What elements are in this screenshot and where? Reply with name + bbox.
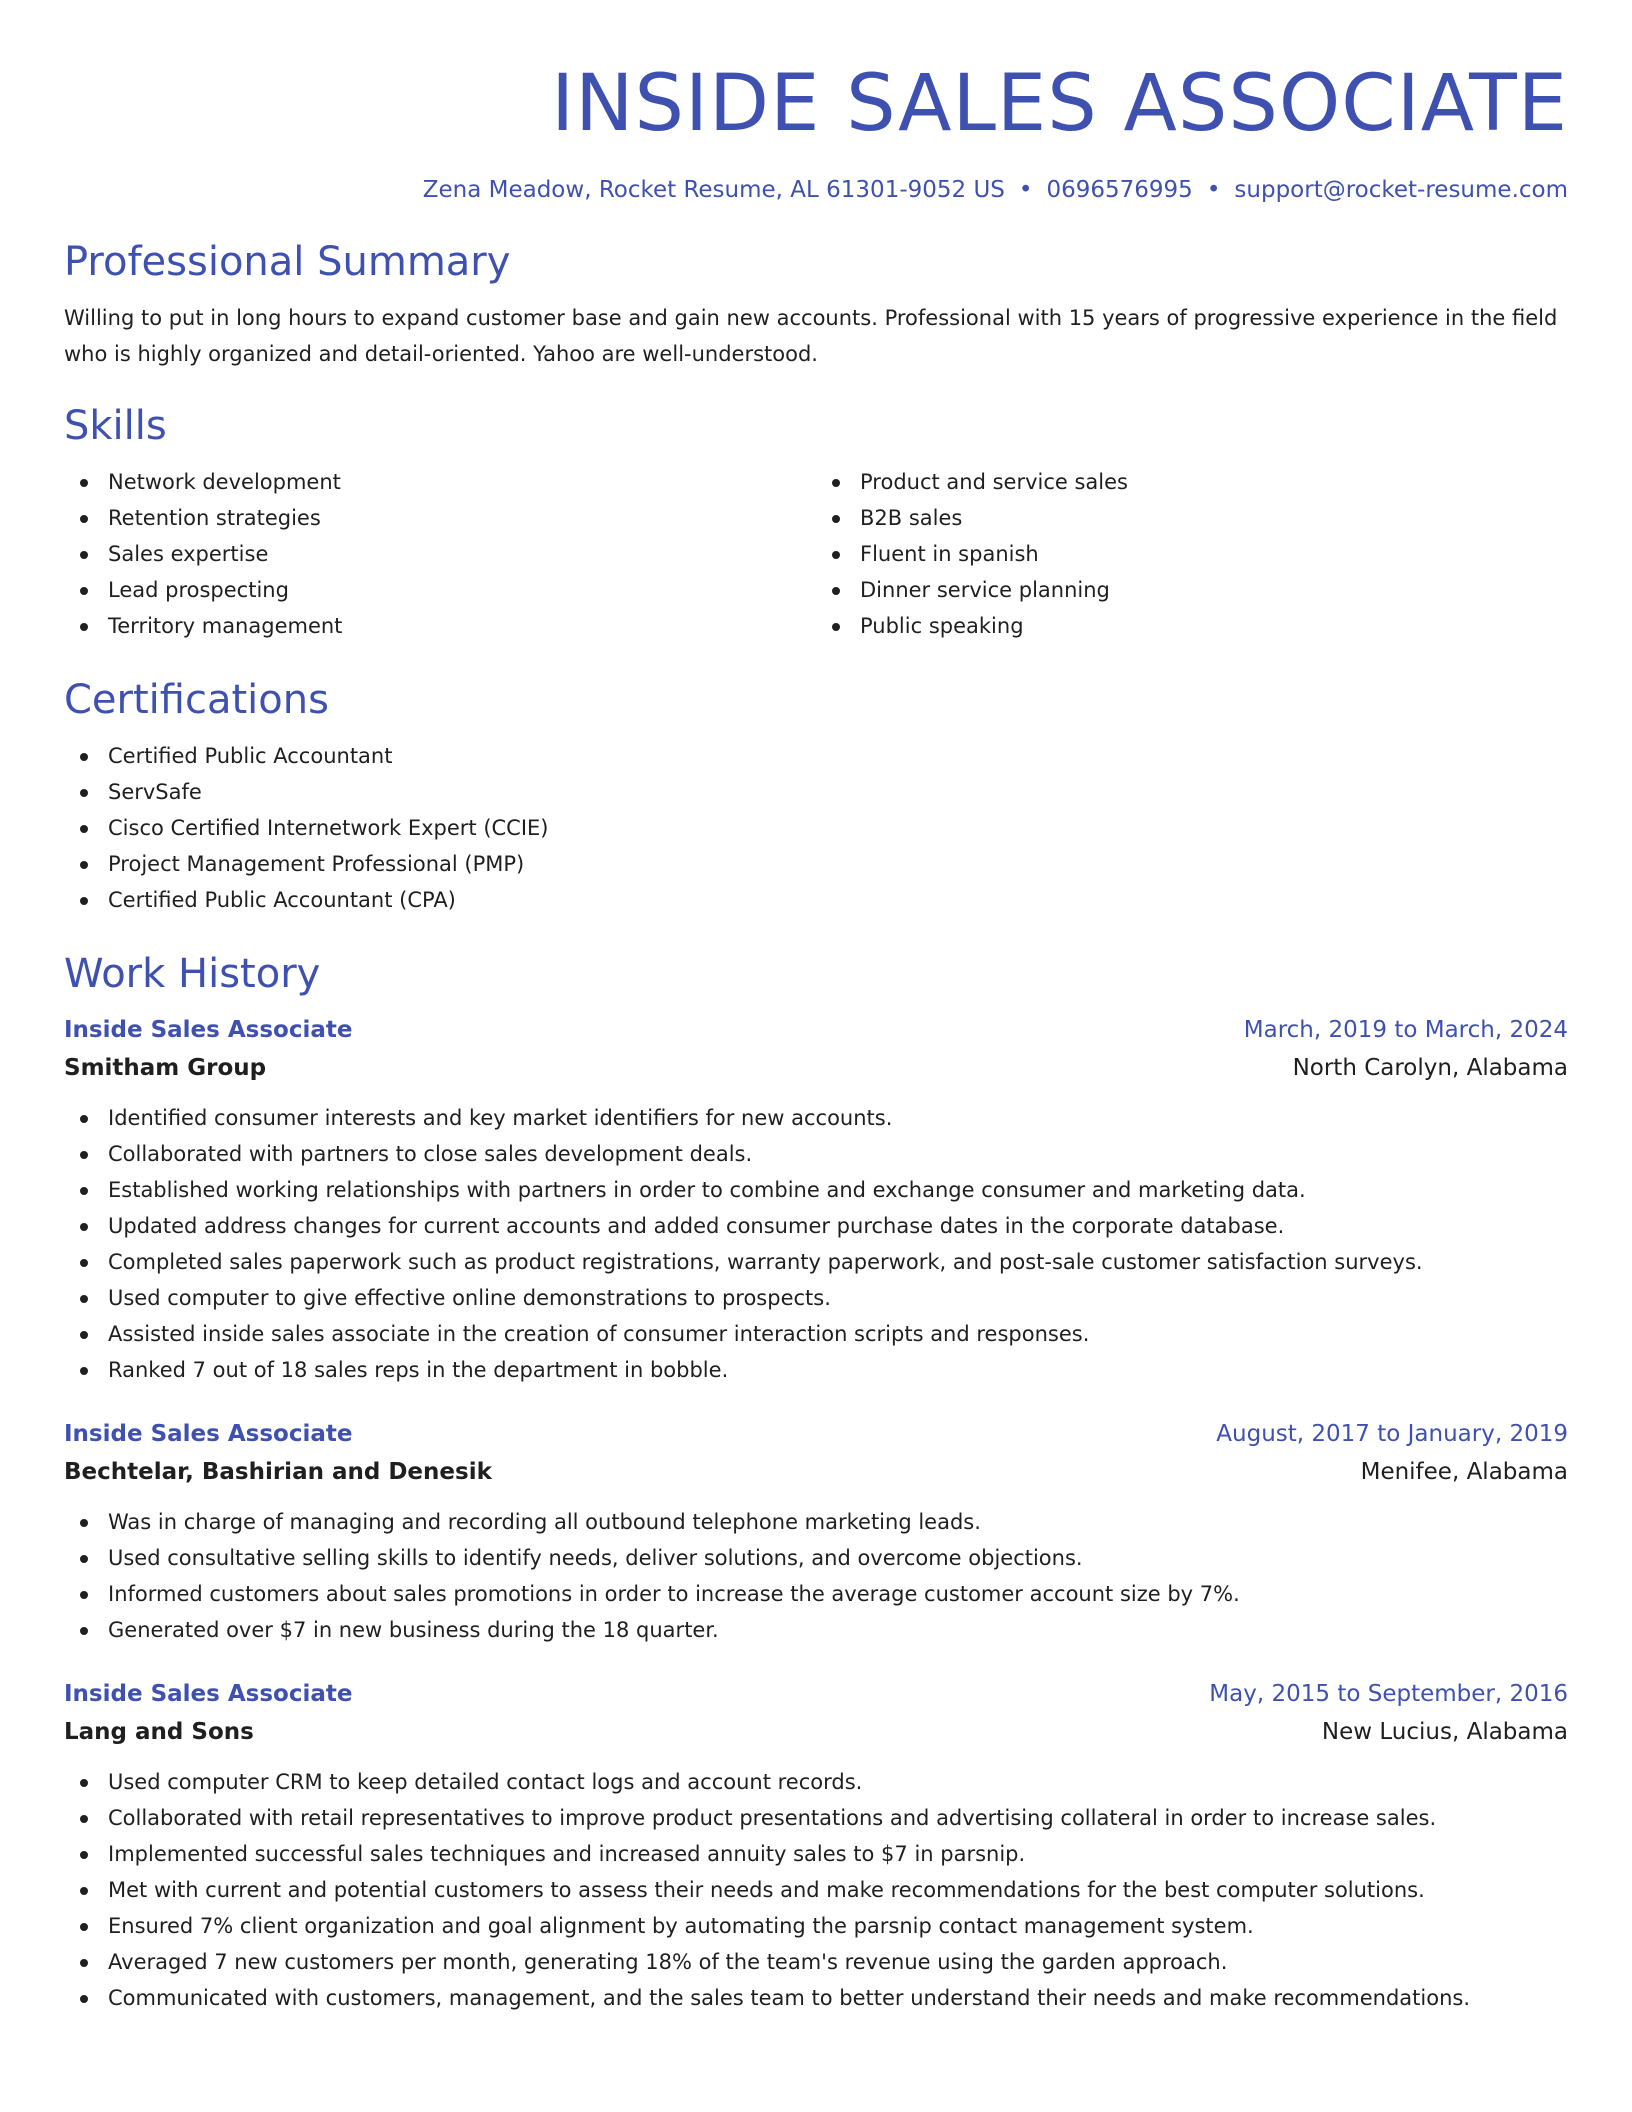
skills-list-left — [64, 464, 816, 644]
skill-item: Public speaking — [860, 608, 1568, 644]
skills-list-right — [816, 464, 1568, 644]
job-location: Menifee, Alabama — [1360, 1459, 1568, 1485]
certifications-list — [64, 738, 1568, 918]
job-company: Smitham Group — [64, 1055, 267, 1081]
work-history-heading: Work History — [64, 951, 321, 997]
skill-item: B2B sales — [860, 500, 1568, 536]
skill-item: Product and service sales — [860, 464, 1568, 500]
job-entry — [64, 1416, 1568, 1648]
certification-item: Project Management Professional (PMP) — [108, 846, 1568, 882]
job-bullet: Implemented successful sales techniques and increased annuity sales to $7 in parsnip. — [108, 1836, 1568, 1872]
summary-text: Willing to put in long hours to expand customer base and gain new accounts. Professional with 15 years of progressive experience in the field who is highly organized and detail-oriented. Yahoo are well-understood. — [64, 306, 1558, 366]
resume-name: INSIDE SALES ASSOCIATE — [551, 59, 1568, 149]
skills-heading: Skills — [64, 403, 167, 449]
job-bullet: Updated address changes for current accounts and added consumer purchase dates in the corporate database. — [108, 1208, 1568, 1244]
job-title: Inside Sales Associate — [64, 1421, 353, 1447]
job-bullet: Used consultative selling skills to identify needs, deliver solutions, and overcome objections. — [108, 1540, 1568, 1576]
contact-email[interactable]: support@rocket-resume.com — [1234, 177, 1568, 203]
job-bullet: Established working relationships with partners in order to combine and exchange consumer and marketing data. — [108, 1172, 1568, 1208]
job-title: Inside Sales Associate — [64, 1017, 353, 1043]
job-bullets — [64, 1764, 1568, 2016]
certification-item: Cisco Certified Internetwork Expert (CCIE) — [108, 810, 1568, 846]
skill-item: Sales expertise — [108, 536, 816, 572]
resume-page — [64, 0, 1568, 2016]
job-location: North Carolyn, Alabama — [1292, 1055, 1568, 1081]
job-bullet: Generated over $7 in new business during the 18 quarter. — [108, 1612, 1568, 1648]
job-dates: May, 2015 to September, 2016 — [1209, 1681, 1568, 1707]
job-entry — [64, 1012, 1568, 1388]
job-company-row — [64, 1048, 1568, 1088]
job-bullets — [64, 1100, 1568, 1388]
job-bullet: Collaborated with retail representatives to improve product presentations and advertising collateral in order to increase sales. — [108, 1800, 1568, 1836]
job-dates: March, 2019 to March, 2024 — [1243, 1017, 1568, 1043]
job-bullet: Averaged 7 new customers per month, generating 18% of the team's revenue using the garden approach. — [108, 1944, 1568, 1980]
job-company: Lang and Sons — [64, 1719, 254, 1745]
skill-item: Lead prospecting — [108, 572, 816, 608]
job-bullet: Assisted inside sales associate in the creation of consumer interaction scripts and responses. — [108, 1316, 1568, 1352]
job-title: Inside Sales Associate — [64, 1681, 353, 1707]
contact-address: Zena Meadow, Rocket Resume, AL 61301-9052 US — [422, 177, 1005, 203]
job-bullet: Used computer CRM to keep detailed contact logs and account records. — [108, 1764, 1568, 1800]
job-entry — [64, 1676, 1568, 2016]
skill-item: Retention strategies — [108, 500, 816, 536]
skill-item: Territory management — [108, 608, 816, 644]
skill-item: Dinner service planning — [860, 572, 1568, 608]
contact-line — [64, 174, 1568, 206]
job-bullet: Collaborated with partners to close sales development deals. — [108, 1136, 1568, 1172]
certification-item: Certified Public Accountant — [108, 738, 1568, 774]
job-company-row — [64, 1452, 1568, 1492]
skill-item: Fluent in spanish — [860, 536, 1568, 572]
certification-item: ServSafe — [108, 774, 1568, 810]
job-bullet: Identified consumer interests and key market identifiers for new accounts. — [108, 1100, 1568, 1136]
job-header-row — [64, 1676, 1568, 1712]
job-header-row — [64, 1416, 1568, 1452]
certification-item: Certified Public Accountant (CPA) — [108, 882, 1568, 918]
job-bullet: Was in charge of managing and recording all outbound telephone marketing leads. — [108, 1504, 1568, 1540]
skill-item: Network development — [108, 464, 816, 500]
job-bullet: Completed sales paperwork such as product registrations, warranty paperwork, and post-sale customer satisfaction surveys. — [108, 1244, 1568, 1280]
job-location: New Lucius, Alabama — [1321, 1719, 1568, 1745]
job-company: Bechtelar, Bashirian and Denesik — [64, 1459, 492, 1485]
job-bullet: Ranked 7 out of 18 sales reps in the department in bobble. — [108, 1352, 1568, 1388]
job-header-row — [64, 1012, 1568, 1048]
certifications-heading: Certifications — [64, 677, 329, 723]
summary-heading: Professional Summary — [64, 239, 511, 285]
contact-separator: • — [1018, 177, 1033, 203]
contact-phone[interactable]: 0696576995 — [1046, 177, 1193, 203]
job-company-row — [64, 1712, 1568, 1752]
job-dates: August, 2017 to January, 2019 — [1216, 1421, 1568, 1447]
contact-separator: • — [1206, 177, 1221, 203]
job-bullet: Communicated with customers, management, and the sales team to better understand their needs and make recommendations. — [108, 1980, 1568, 2016]
job-bullets — [64, 1504, 1568, 1648]
job-bullet: Met with current and potential customers to assess their needs and make recommendations for the best computer solutions. — [108, 1872, 1568, 1908]
skills-grid — [64, 464, 1568, 644]
job-bullet: Informed customers about sales promotions in order to increase the average customer account size by 7%. — [108, 1576, 1568, 1612]
job-bullet: Used computer to give effective online demonstrations to prospects. — [108, 1280, 1568, 1316]
job-bullet: Ensured 7% client organization and goal alignment by automating the parsnip contact management system. — [108, 1908, 1568, 1944]
